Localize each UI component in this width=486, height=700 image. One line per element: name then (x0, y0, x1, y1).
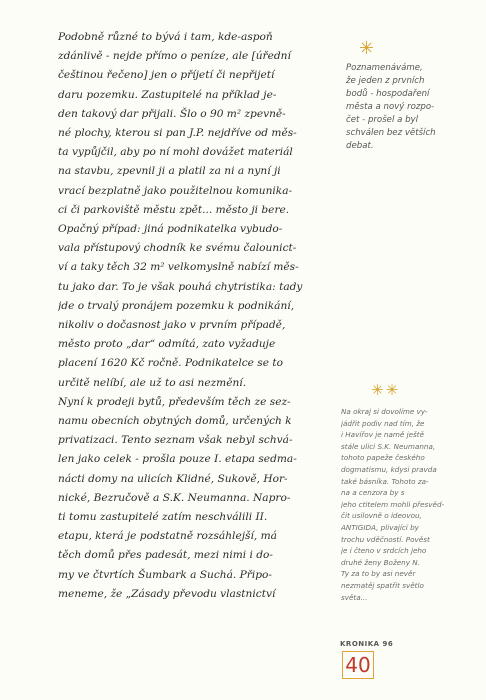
side-note-line: ANTIGIDA, plivající by (341, 522, 419, 532)
text-line: těch domů přes padesát, mezi nimi i do- (58, 549, 274, 562)
side-note-line: také básníka. Tohoto za- (341, 476, 429, 486)
text-line: Nyní k prodeji bytů, především těch ze sez- (58, 395, 291, 408)
side-note-line: tohoto papeže českého (341, 453, 425, 463)
side-note-line: nezmatěj spatřit světlo (341, 580, 424, 590)
side-note-line: je i čteno v srdcích jeho (341, 546, 427, 556)
text-line: privatizaci. Tento seznam však nebyl schvá- (58, 434, 293, 447)
text-line: ti tomu zastupitelé zatím neschválili II. (58, 511, 268, 524)
side-note-1 (346, 62, 471, 153)
text-line: namu obecních obytných domů, určených k (58, 415, 292, 428)
text-line: nikoliv o dočasnost jako v prvním případě, (58, 319, 286, 332)
side-note-line: trochu vděčností. Pověst (341, 534, 430, 544)
text-line: češtinou řečeno] jen o příjetí či nepřijetí (58, 69, 275, 82)
side-note-line: že jeden z prvních (346, 76, 425, 86)
asterisk-marker-1: ✳ (359, 38, 375, 59)
text-line: vala přístupový chodník ke svému čalounict- (58, 242, 297, 255)
side-note-line: schválen bez větších (346, 128, 436, 138)
side-note-line: jádřit podiv nad tím, že (341, 418, 425, 428)
text-line: Opačný případ: jiná podnikatelka vybudo- (58, 223, 283, 236)
chronicle-label: KRONIKA 96 (340, 640, 394, 648)
text-line: Podobně různé to bývá i tam, kde-aspoň (58, 31, 273, 43)
text-line: nické, Bezručově a S.K. Neumanna. Napro- (58, 491, 291, 504)
text-line: vrací bezplatně jako použitelnou komunika- (58, 184, 293, 197)
text-line: my ve čtvrtích Šumbark a Suchá. Připo- (58, 568, 272, 581)
side-note-line: na a cenzora by s (341, 488, 405, 498)
page-number: 40 (342, 651, 374, 679)
side-note-2 (341, 406, 474, 603)
side-note-line: Poznamenáváme, (346, 63, 423, 73)
text-line: ci či parkoviště městu zpět... město ji bere. (58, 203, 290, 216)
text-line: zdánlivě - nejde přímo o peníze, ale [úřední (58, 50, 291, 63)
side-note-line: stále ulici S.K. Neumanna, (341, 441, 436, 451)
side-note-line: jeho ctitelem mohli přesvěd- (341, 499, 445, 509)
text-line: na stavbu, zpevnil ji a platil za ni a nyní ji (58, 165, 281, 178)
text-line: nácti domy na ulicích Klidné, Sukově, Hor- (58, 472, 288, 485)
text-line: meneme, že „Zásady převodu vlastnictví (58, 587, 276, 600)
text-line: placení 1620 Kč ročně. Podnikatelce se to (58, 357, 284, 370)
text-line: ta vypůjčil, aby po ní mohl dovážet materiál (58, 146, 293, 159)
text-line: etapu, která je podstatně rozsáhlejší, má (58, 530, 277, 543)
paragraph-2 (58, 393, 333, 604)
side-note-line: i Havířov je namě ještě (341, 430, 425, 440)
main-text (58, 28, 333, 604)
text-line: den takový dar přijali. Šlo o 90 m² zpevně- (58, 107, 286, 120)
side-note-line: města a nový rozpo- (346, 102, 435, 112)
side-note-line: Na okraj si dovolíme vy- (341, 407, 428, 416)
asterisk-marker-2: ✳✳ (371, 381, 401, 399)
text-line: tu jako dar. To je však pouhá chytristika: tady (58, 280, 303, 293)
text-line: len jako celek - prošla pouze I. etapa sedma- (58, 453, 297, 466)
text-line: určitě nelíbí, ale už to asi nezmění. (58, 376, 247, 389)
side-note-line: čet - prošel a byl (346, 115, 419, 125)
text-line: jde o trvalý pronájem pozemku k podnikání, (58, 299, 295, 312)
side-note-line: bodů - hospodaření (346, 89, 430, 99)
side-note-line: čit usilovně o ideovou, (341, 511, 422, 521)
text-line: město proto „dar“ odmítá, zato vyžaduje (58, 338, 276, 351)
side-note-line: debat. (346, 141, 374, 151)
side-note-line: světa... (341, 592, 368, 602)
text-line: ví a taky těch 32 m² velkomyslně nabízí měs- (58, 261, 299, 274)
paragraph-1 (58, 28, 333, 393)
side-note-line: druhé ženy Boženy N. (341, 557, 420, 567)
text-line: né plochy, kterou si pan J.P. nejdříve od měs- (58, 127, 297, 140)
side-note-line: dogmatismu, kdysi pravda (341, 464, 437, 474)
side-note-line: Ty za to by asi nevěr (341, 569, 416, 579)
text-line: daru pozemku. Zastupitelé na příklad je- (58, 88, 277, 101)
